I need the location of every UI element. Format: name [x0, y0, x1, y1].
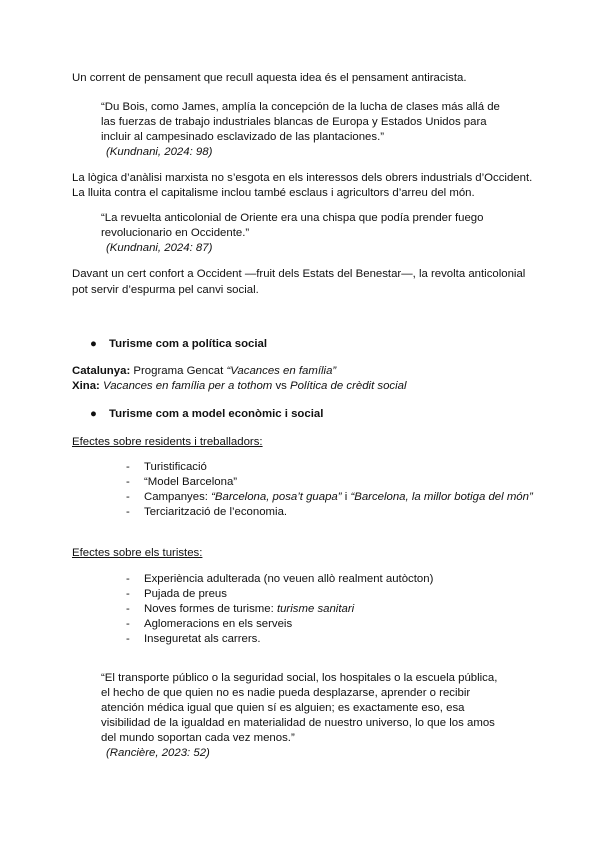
list-item: - Pujada de preus [126, 588, 227, 600]
quote-citation: (Rancière, 2023: 52) [106, 747, 210, 759]
dash-marker: - [126, 573, 130, 585]
list-item: - Noves formes de turisme: turisme sanitari [126, 603, 355, 615]
quote-line: visibilidad de la igualdad en materialidad de nuestro universo, lo que los amos [101, 717, 495, 729]
quote-line: del mundo soportan cada vez menos.” [101, 732, 295, 744]
quote-citation: (Kundnani, 2024: 98) [106, 146, 213, 158]
residents-heading: Efectes sobre residents i treballadors: [72, 436, 263, 448]
quote-line: revolucionario en Occidente.” [101, 227, 250, 239]
catalunya-text: Programa Gencat [130, 365, 227, 377]
list-item: - “Model Barcelona” [126, 476, 238, 488]
paragraph-line: pot servir d’espurma pel canvi social. [72, 284, 259, 296]
bullet-heading-social-policy [90, 337, 267, 352]
dash-marker: - [126, 491, 130, 503]
list-item: - Inseguretat als carrers. [126, 633, 261, 645]
catalunya-program: “Vacances en família” [226, 365, 337, 377]
paragraph-line: Davant un cert confort a Occident —fruit dels Estats del Benestar—, la revolta anticolonial [72, 268, 526, 280]
catalunya-line [72, 364, 336, 379]
bullet-icon: ● [90, 408, 97, 420]
list-item: - Aglomeracions en els serveis [126, 618, 293, 630]
dash-marker: - [126, 506, 130, 518]
dash-marker: - [126, 618, 130, 630]
bullet-heading-economic-model [90, 407, 323, 422]
quote-line: atención médica igual que quien sí es alguien; es exactamente eso, esa [101, 702, 465, 714]
dash-marker: - [126, 476, 130, 488]
xina-label: Xina: [72, 380, 100, 392]
dash-marker: - [126, 603, 130, 615]
dash-marker: - [126, 588, 130, 600]
quote-line: “La revuelta anticolonial de Oriente era una chispa que podía prender fuego [101, 212, 484, 224]
list-item: - Turistificació [126, 461, 207, 473]
xina-policy: Política de crèdit social [290, 380, 407, 392]
quote-line: las fuerzas de trabajo industriales blancas de Europa y Estados Unidos para [101, 116, 487, 128]
quote-line: incluir al campesinado esclavizado de las plantaciones.” [101, 131, 385, 143]
campaign-a: “Barcelona, posa’t guapa” [211, 491, 342, 503]
intro-paragraph: Un corrent de pensament que recull aquesta idea és el pensament antiracista. [72, 72, 467, 84]
list-item: - Campanyes: “Barcelona, posa’t guapa” i “Barcelona, la millor botiga del món” [126, 491, 533, 503]
paragraph-line: La lògica d’anàlisi marxista no s’esgota en els interessos dels obrers industrials d’Occident. [72, 172, 533, 184]
bullet-heading-text: Turisme com a política social [109, 338, 268, 350]
quote-line: el hecho de que quien no es nadie pueda desplazarse, aprender o recibir [101, 687, 471, 699]
xina-vs: vs [272, 380, 291, 392]
tourists-heading: Efectes sobre els turistes: [72, 547, 203, 559]
quote-line: “El transporte público o la seguridad social, los hospitales o la escuela pública, [101, 672, 498, 684]
xina-program: Vacances en família per a tothom [103, 380, 273, 392]
list-item: - Experiència adulterada (no veuen allò realment autòcton) [126, 573, 434, 585]
sanitary-tourism: turisme sanitari [276, 603, 355, 615]
quote-citation: (Kundnani, 2024: 87) [106, 242, 213, 254]
bullet-heading-text: Turisme com a model econòmic i social [109, 408, 324, 420]
catalunya-label: Catalunya: [72, 365, 131, 377]
dash-marker: - [126, 633, 130, 645]
list-item: - Terciarització de l’economia. [126, 506, 288, 518]
dash-marker: - [126, 461, 130, 473]
xina-line [72, 379, 407, 394]
paragraph-line: La lluita contra el capitalisme inclou també esclaus i agricultors d’arreu del món. [72, 187, 475, 199]
quote-line: “Du Bois, como James, amplía la concepción de la lucha de clases más allá de [101, 101, 500, 113]
campaign-b: “Barcelona, la millor botiga del món” [350, 491, 533, 503]
bullet-icon: ● [90, 338, 97, 350]
